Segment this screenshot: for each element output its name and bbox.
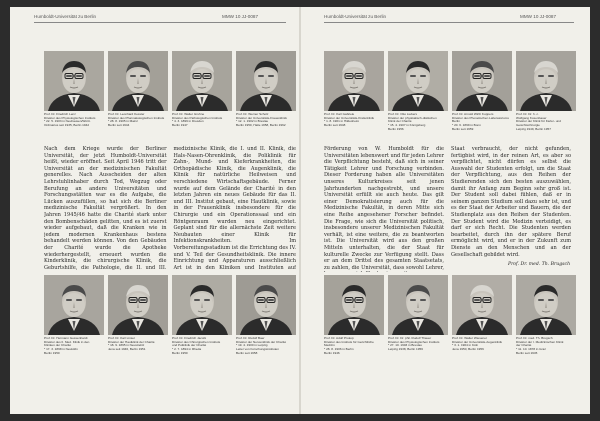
- page-code-left: MMW 10 JJ-0087: [222, 14, 258, 19]
- caption-line: * 1. 8. 1901 in Hildesheim: [324, 120, 360, 124]
- portrait-caption: [108, 337, 168, 352]
- caption-line: Leipzig 1949, Berlin 1957: [516, 127, 551, 131]
- portrait-row-bottom-right: [324, 275, 576, 356]
- portrait-caption: [172, 337, 232, 356]
- caption-line: Prof. Dr. Werner Scholz: [236, 113, 269, 116]
- portrait-entry: [452, 51, 512, 132]
- caption-line: Direktor der physikalisch-diätischen: [388, 116, 437, 120]
- caption-line: * 22. 5. 1903 in Neuhausen/Württ.: [44, 120, 91, 124]
- portrait-caption: [388, 337, 448, 352]
- portrait-entry: [108, 51, 168, 128]
- caption-line: Prof. Dr. Walter Gruhne: [172, 113, 205, 116]
- portrait-entry: [452, 275, 512, 356]
- caption-line: Prof. Dr. Rudolf Baer: [236, 337, 265, 340]
- header-rule: [324, 22, 574, 23]
- caption-line: Berlin seit 1959: [452, 127, 474, 131]
- caption-line: Wolfgang Kosenbauer: [516, 116, 547, 120]
- caption-line: Direktor des Physiologischen Instituts: [44, 116, 96, 120]
- portrait-photo: [324, 51, 384, 111]
- portrait-photo: [44, 51, 104, 111]
- portrait-photo: [324, 275, 384, 335]
- caption-line: Berlin seit 1944: [108, 124, 130, 128]
- portrait-entry: [44, 51, 104, 128]
- caption-line: Direktor des Phonetischen Laboratoriums: [452, 116, 509, 120]
- portrait-photo: [172, 275, 232, 335]
- portrait-photo: [452, 275, 512, 335]
- caption-line: Prof. Dr. Otto Liebers: [388, 113, 418, 116]
- caption-line: Leiter von Forschungsinstituten: [236, 348, 279, 352]
- caption-line: Direktor des Chirurgischen Instituts: [172, 340, 221, 344]
- magazine-spread: [10, 7, 590, 414]
- caption-line: Direktor der Universitäts-Kinderklinik: [324, 116, 375, 120]
- caption-line: Prof. Dr. Karl Linser: [108, 337, 135, 340]
- caption-line: Prof. Dr. Adolf Prokop: [324, 337, 354, 340]
- portrait-photo: [516, 275, 576, 335]
- portrait-caption: [324, 113, 384, 128]
- portrait-entry: [236, 275, 296, 356]
- caption-line: Direktor des II. Med. Klinik in den: [44, 340, 90, 344]
- portrait-photo: [172, 51, 232, 111]
- caption-line: * 19. 4. 1900 in Leipzig: [236, 344, 268, 348]
- portrait-caption: [452, 113, 512, 132]
- portrait-entry: [44, 275, 104, 356]
- caption-line: Ordinarius seit 1935, Berlin 1942: [44, 124, 90, 128]
- caption-line: Medizin: [324, 344, 335, 348]
- caption-line: Prof. Dr. Friedrich Lenz: [44, 113, 76, 116]
- caption-line: * 20. 6. 1899 in Bonn: [452, 124, 481, 128]
- portrait-caption: [324, 337, 384, 356]
- portrait-entry: [324, 275, 384, 356]
- caption-line: Direktor der Universitäts-Frauenklinik: [236, 116, 287, 120]
- caption-line: Prof. Dr. Arnold Wirth Kuppers: [452, 113, 494, 116]
- caption-line: Prof. Dr. Leonhard Kessler: [108, 113, 145, 116]
- caption-line: Prof. Dr. Friedrich Jacobi: [172, 337, 207, 340]
- portrait-caption: [452, 337, 512, 352]
- caption-line: * 18. 9. 1895 in Neustrelitz: [108, 344, 145, 348]
- portrait-caption: [388, 113, 448, 132]
- article-body-right-col2: Staat verbraucht, der nicht gefunden, fertigbist wird, in der reinen Art, es aber so verpflichtet, nicht dürfen es selbst die Auswahl der Studenten erfolgt, um die Staat der Verpflichtung, aus den Reihen der Studierenden sich den besten auszuwählen, damit ihr Anfang zum Beginn sehr groß ist. Der Student soll dabei fühlen, daß er in seinem ganzen Studium soll dazu sehr ist, und es der Staat der Arbeiter und Bauern, die der Studienplatz aus den Reihen der Studenten. Der Student wird die Medizin verteidigt, es darf er sich Recht. Die Studenten werden bearbeitet, durch ihn der spätere Beruf ermöglicht wird, und er in der Zukunft zum Dienste an den Menschen und an der Gesellschaft gebildet wird.: [451, 146, 571, 258]
- caption-line: Berlin 1946: [324, 351, 340, 355]
- caption-line: Direktor der I. Medizinischen Klinik: [516, 340, 564, 344]
- caption-line: * 27. 10. 1903 in Breslau: [388, 344, 422, 348]
- caption-line: * 4. 3. 1899 in Dresden: [172, 120, 204, 124]
- article-body-right-col1: Förderung von W. Humboldt für die Universitäten lebenswert und für jeden Lehrer die Verpflichtung besteht, daß sich in seiner Tätigkeit Lehrer und Forschung verbinden. Dieser Forderung haben alle Universitäten unseres Kulturkreises seit jenen Jahrhunderten nachgestrebt, und unsere Universität erfüllt sie auch heute. Das gilt einer Demokratisierung auch für die Medizinische Fakultät, in deren Mitte sich eine Reihe angesehener Forscher befindet. Die Frage, wie sich die Universität politisch, insbesondere unserer Medizinischen Fakultät verhält, ist eine weitere, die zu beantworten ist. Die Universität wird aus den großen Mitteln unterhalten, die der Staat für kulturelle Zwecke zur Verfügung stellt. Dass er an dem Drittel des gesamten Staatsetats, zu zahlen, die Universität, dass sowohl Lehrer,: [324, 146, 444, 271]
- portrait-caption: [236, 337, 296, 356]
- caption-line: Prof. Dr. med. Th. Brugsch: [516, 337, 553, 340]
- caption-line: Prof. Dr. Dr. phil. Rudolf Thauer: [388, 337, 432, 340]
- portrait-entry: [388, 51, 448, 132]
- caption-line: Direktor der Hautklinik der Charité: [108, 340, 155, 344]
- caption-line: * 28. 8. 1906 in Berlin: [324, 348, 354, 352]
- left-page: [10, 7, 300, 414]
- caption-line: der Charité: [516, 344, 532, 348]
- caption-line: Gesichtschirurgie: [516, 124, 540, 128]
- article-body-left: Nach dem Kriege wurde der Berliner Universität, der jetzt Humboldt-Universität heißt, wieder eröffnet. Seit April 1946 tritt der Universität an der medizinischen Fakultät generelles. Nach Ausscheiden der alten Lehrstuhlinhaber durch Tod, Wegzug oder Berufung an andere Universitäten und Forschungsstätten war es die Aufgabe, die Lücken auszufüllen, so hat sich die Berliner medizinische Fakultät vergrößert. In den Jahren 1945/46 hatte die Charité stark unter den Bombenschäden gelitten, und es ist zuerst wieder aufgebaut, daß die Kranken wie in jedem modernen Krankenhaus bestens behandelt werden können. Von den Gebäuden der Charité wurde die Apotheke wiederhergestellt, erneuert wurden die Kinderklinik, die chirurgische Klinik, die Geburtshilfe, die Pathologie, die II. und III. medizinische Klinik, die I. und II. Klinik, die Hals-Nasen-Ohrenklinik, die Poliklinik für Zahn-, Mund- und Kieferkrankheiten, die Orthopädische Klinik, die Augenklinik, die Klinik für natürliche Heilweisen und verschiedene Wirtschaftsgebäude. Ferner wurde auf dem Gelände der Charité in den letzten Jahren ein neues Gebäude für das II. und III. Institut gebaut, eine Hautklinik, sowie in der Frauenklinik insbesondere für die Chirurgie und ein Operationssaal und ein Röntgenraum wurden neu eingerichtet. Geplant sind für die allernächste Zeit weitere Neubauten einer Klinik für Infektionskrankheiten. Im Vorbereitungsstadium ist die Errichtung des IV. und V. Teil der Gesundheitsklinik. Die innere Einrichtung und Apparaturen ausschließlich Art ist in den Kliniken und Instituten auf: [44, 146, 296, 271]
- caption-line: Berlin: [452, 120, 460, 124]
- caption-line: Berlin seit 1945: [516, 351, 538, 355]
- caption-line: Klinik der Charité: [388, 120, 412, 124]
- caption-line: * 2. 7. 1894 in Rheda: [172, 348, 202, 352]
- caption-line: Berlin 1956: [388, 127, 404, 131]
- portrait-photo: [108, 275, 168, 335]
- caption-line: Jena 1950, Berlin 1956: [452, 348, 484, 352]
- portrait-caption: [44, 337, 104, 356]
- right-page: [300, 7, 590, 414]
- portrait-entry: [172, 275, 232, 356]
- portrait-entry: [236, 51, 296, 128]
- caption-line: * 15. 4. 1907 in Königsberg: [388, 124, 426, 128]
- portrait-row-top-right: [324, 51, 576, 132]
- portrait-row-top-left: [44, 51, 296, 128]
- running-head-right: Humboldt-Universität zu Berlin: [324, 14, 387, 19]
- caption-line: Direktor der Klinik für Kiefer- und: [516, 120, 561, 124]
- caption-line: Berlin 1950: [172, 351, 188, 355]
- page-code-right: MMW 10 JJ-0087: [520, 14, 556, 19]
- caption-line: Direktor der Nervenklinik der Charité: [236, 340, 287, 344]
- caption-line: * 28. 8. 1905 in Mainz: [108, 120, 138, 124]
- caption-line: Berlin seit 1958: [236, 351, 258, 355]
- caption-line: Prof. Dr. Karl Gabriele: [324, 113, 355, 116]
- portrait-photo: [108, 51, 168, 111]
- caption-line: Direktor der Universitäts-Augenklinik: [452, 340, 503, 344]
- portrait-photo: [516, 51, 576, 111]
- portrait-photo: [236, 275, 296, 335]
- author-signature: Prof. Dr. med. Th. Brugsch: [508, 262, 571, 267]
- portrait-entry: [324, 51, 384, 132]
- portrait-photo: [388, 51, 448, 111]
- caption-line: Berlin 1950, Halle 1958, Berlin 1962: [236, 124, 286, 128]
- caption-line: * 17. 3. 1898 in Neukölln: [44, 348, 78, 352]
- caption-line: und Poliklinik der Charité: [172, 344, 207, 348]
- caption-line: Prof. Dr. Dr. h. c.: [516, 113, 539, 116]
- running-head-left: Humboldt-Universität zu Berlin: [34, 14, 97, 19]
- portrait-photo: [452, 51, 512, 111]
- portrait-caption: [44, 113, 104, 128]
- caption-line: Direktor des Pathologischen Instituts: [172, 116, 223, 120]
- portrait-entry: [516, 275, 576, 356]
- caption-line: Kliniken der Charité: [44, 344, 71, 348]
- caption-line: Direktor des Pharmakologischen Instituts: [108, 116, 165, 120]
- caption-line: * 11. 10. 1878 in Graz: [516, 348, 546, 352]
- portrait-photo: [236, 51, 296, 111]
- caption-line: Jena seit 1946, Berlin 1951: [108, 348, 146, 352]
- portrait-caption: [516, 113, 576, 132]
- caption-line: Leipzig 1938, Berlin 1956: [388, 348, 423, 352]
- caption-line: Berlin seit 1948: [324, 124, 346, 128]
- portrait-entry: [388, 275, 448, 356]
- caption-line: Berlin 1950: [44, 351, 60, 355]
- portrait-row-bottom-left: [44, 275, 296, 356]
- caption-line: Prof. Dr. Walter Wiesener: [452, 337, 487, 340]
- portrait-caption: [236, 113, 296, 128]
- caption-line: Prof. Dr. Hermann Gessenhardt: [44, 337, 88, 340]
- header-rule: [34, 22, 286, 23]
- caption-line: Direktor des Instituts für Gerichtliche: [324, 340, 374, 344]
- portrait-entry: [516, 51, 576, 132]
- caption-line: Direktor des Physiologischen Instituts: [388, 340, 440, 344]
- portrait-caption: [172, 113, 232, 128]
- caption-line: * 12. 1. 1902 in Breslau: [236, 120, 269, 124]
- portrait-entry: [172, 51, 232, 128]
- portrait-entry: [108, 275, 168, 356]
- portrait-caption: [108, 113, 168, 128]
- portrait-photo: [388, 275, 448, 335]
- caption-line: Berlin 1947: [172, 124, 188, 128]
- portrait-caption: [516, 337, 576, 356]
- caption-line: * 3. 1. 1904 in Köln: [452, 344, 479, 348]
- portrait-photo: [44, 275, 104, 335]
